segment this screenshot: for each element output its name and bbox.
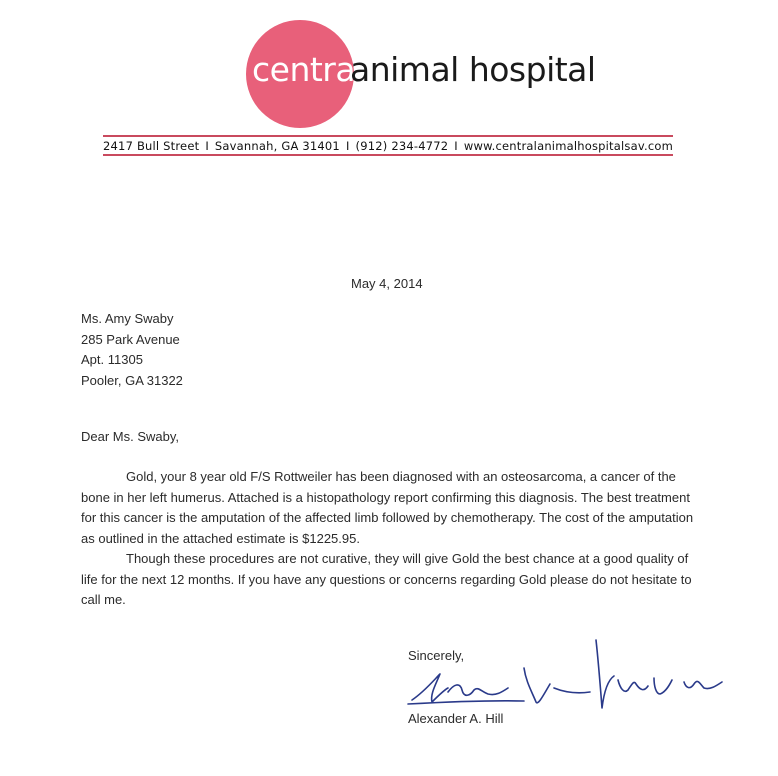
recipient-apartment: Apt. 11305 <box>81 352 143 367</box>
separator: I <box>205 139 209 153</box>
closing: Sincerely, <box>408 648 465 663</box>
handwritten-signature <box>404 632 734 722</box>
body-paragraph-diagnosis: Gold, your 8 year old F/S Rottweiler has been diagnosed with an osteosarcoma, a cancer of the bone in her left humerus. Attached is a histopathology report confirming this diagnosis. The best treatment for this cancer is the amputation of the affected limb followed by chemotherapy. The cost of the amputation as outlined in the attached estimate is $1225.95. <box>81 469 694 546</box>
recipient-city: Pooler, GA 31322 <box>81 372 183 388</box>
recipient-street: 285 Park Avenue <box>81 331 180 347</box>
phone-number: (912) 234-4772 <box>355 139 449 153</box>
street-address: 2417 Bull Street <box>103 139 200 153</box>
signer-name: Alexander A. Hill <box>408 711 504 726</box>
city-address: Savannah, GA 31401 <box>214 139 340 153</box>
logo-word-central: central <box>252 50 364 89</box>
separator: I <box>345 139 350 153</box>
body-paragraph-prognosis: Though these procedures are not curative, they will give Gold the best chance at a good quality of life for the next 12 months. If you have any questions or concerns regarding Gold please do not hesitate to call me. <box>81 551 692 607</box>
recipient-name: Ms. Amy Swaby <box>81 311 174 326</box>
letterhead-bottom-rule <box>103 154 673 156</box>
letterhead-top-rule <box>103 135 673 137</box>
logo-word-animal-hospital: animal hospital <box>350 50 596 89</box>
letterhead-address <box>103 139 673 153</box>
letter-body <box>81 467 701 611</box>
separator: I <box>454 139 458 153</box>
recipient-block <box>81 309 183 391</box>
salutation: Dear Ms. Swaby, <box>81 429 180 444</box>
letter-date: May 4, 2014 <box>351 276 423 291</box>
website-link: www.centralanimalhospitalsav.com <box>463 139 673 153</box>
